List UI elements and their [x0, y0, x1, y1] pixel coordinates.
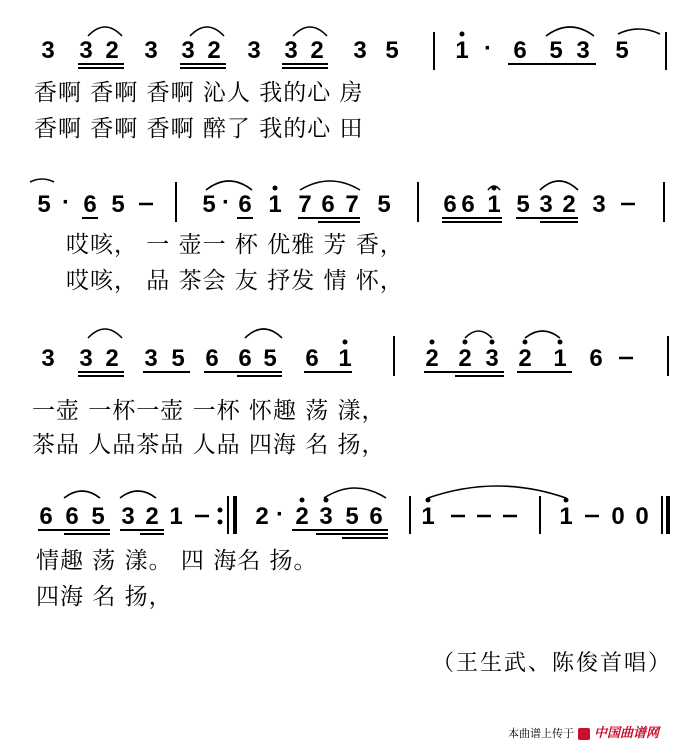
rest-0: 0: [635, 503, 649, 530]
note-5: 5: [263, 345, 277, 372]
note-6: 6: [238, 345, 252, 372]
note-6: 6: [443, 191, 457, 218]
note-3: 3: [539, 191, 553, 218]
note-6: 6: [65, 503, 79, 530]
note-2: 2: [310, 37, 324, 64]
note-6: 6: [39, 503, 53, 530]
note-3: 3: [284, 37, 298, 64]
note-5: 5: [549, 37, 563, 64]
note-2: 2: [562, 191, 576, 218]
note-5: 5: [377, 191, 391, 218]
note-2: 2: [458, 345, 472, 372]
site-logo-icon: [578, 728, 590, 740]
lyric-line-1-verse-2: 香啊 香啊 香啊 醉了 我的心 田: [34, 116, 364, 142]
note-1: 1: [559, 503, 573, 530]
note-6: 6: [205, 345, 219, 372]
lyric-line-1-verse-1: 香啊 香啊 香啊 沁人 我的心 房: [34, 80, 364, 106]
note-6: 6: [461, 191, 475, 218]
note-3: 3: [319, 503, 333, 530]
note-6: 6: [238, 191, 252, 218]
note-3: 3: [144, 345, 158, 372]
note-3: 3: [247, 37, 261, 64]
note-2: 2: [145, 503, 159, 530]
note-1: 1: [487, 191, 501, 218]
note-6: 6: [589, 345, 603, 372]
note-2: 2: [207, 37, 221, 64]
note-3: 3: [121, 503, 135, 530]
performer-credit: （王生武、陈俊首唱）: [432, 651, 673, 676]
lyric-line-3-verse-2: 茶品 人品茶品 人品 四海 名 扬，: [32, 432, 386, 458]
note-2: 2: [518, 345, 532, 372]
note-6: 6: [83, 191, 97, 218]
note-3: 3: [144, 37, 158, 64]
note-1: 1: [338, 345, 352, 372]
note-2: 2: [255, 503, 269, 530]
site-footer: [508, 722, 659, 741]
footer-brand[interactable]: 中国曲谱网: [594, 726, 660, 741]
note-1: 1: [553, 345, 567, 372]
note-5: 5: [345, 503, 359, 530]
lyric-line-2-verse-1: 哎咳， 一 壶一 杯 优雅 芳 香，: [66, 232, 404, 258]
dot-extension: ·: [276, 501, 284, 528]
footer-prefix: 本曲谱上传于: [508, 727, 574, 740]
note-2: 2: [425, 345, 439, 372]
note-1: 1: [421, 503, 435, 530]
lyric-line-2-verse-2: 哎咳， 品 茶会 友 抒发 情 怀，: [66, 268, 404, 294]
note-7: 7: [298, 191, 312, 218]
note-5: 5: [202, 191, 216, 218]
note-2: 2: [105, 345, 119, 372]
note-3: 3: [41, 37, 55, 64]
note-5: 5: [37, 191, 51, 218]
note-6: 6: [513, 37, 527, 64]
note-7: 7: [345, 191, 359, 218]
note-1: 1: [455, 37, 469, 64]
note-3: 3: [41, 345, 55, 372]
lyric-line-4-verse-2: 四海 名 扬，: [36, 584, 173, 610]
note-6: 6: [305, 345, 319, 372]
note-5: 5: [111, 191, 125, 218]
note-5: 5: [385, 37, 399, 64]
lyric-line-3-verse-1: 一壶 一杯一壶 一杯 怀趣 荡 漾，: [32, 398, 386, 424]
note-3: 3: [576, 37, 590, 64]
rest-0: 0: [611, 503, 625, 530]
note-6: 6: [369, 503, 383, 530]
dot-extension: ·: [484, 35, 492, 62]
note-3: 3: [181, 37, 195, 64]
dot-extension: ·: [222, 189, 230, 216]
note-5: 5: [615, 37, 629, 64]
lyric-line-4-verse-1: 情趣 荡 漾。 四 海名 扬。: [36, 548, 318, 574]
note-6: 6: [321, 191, 335, 218]
note-3: 3: [592, 191, 606, 218]
note-3: 3: [79, 37, 93, 64]
note-5: 5: [516, 191, 530, 218]
note-1: 1: [268, 191, 282, 218]
note-2: 2: [295, 503, 309, 530]
note-3: 3: [79, 345, 93, 372]
dot-extension: ·: [62, 189, 70, 216]
note-5: 5: [171, 345, 185, 372]
note-2: 2: [105, 37, 119, 64]
note-1: 1: [169, 503, 183, 530]
note-5: 5: [91, 503, 105, 530]
note-3: 3: [353, 37, 367, 64]
note-3: 3: [485, 345, 499, 372]
